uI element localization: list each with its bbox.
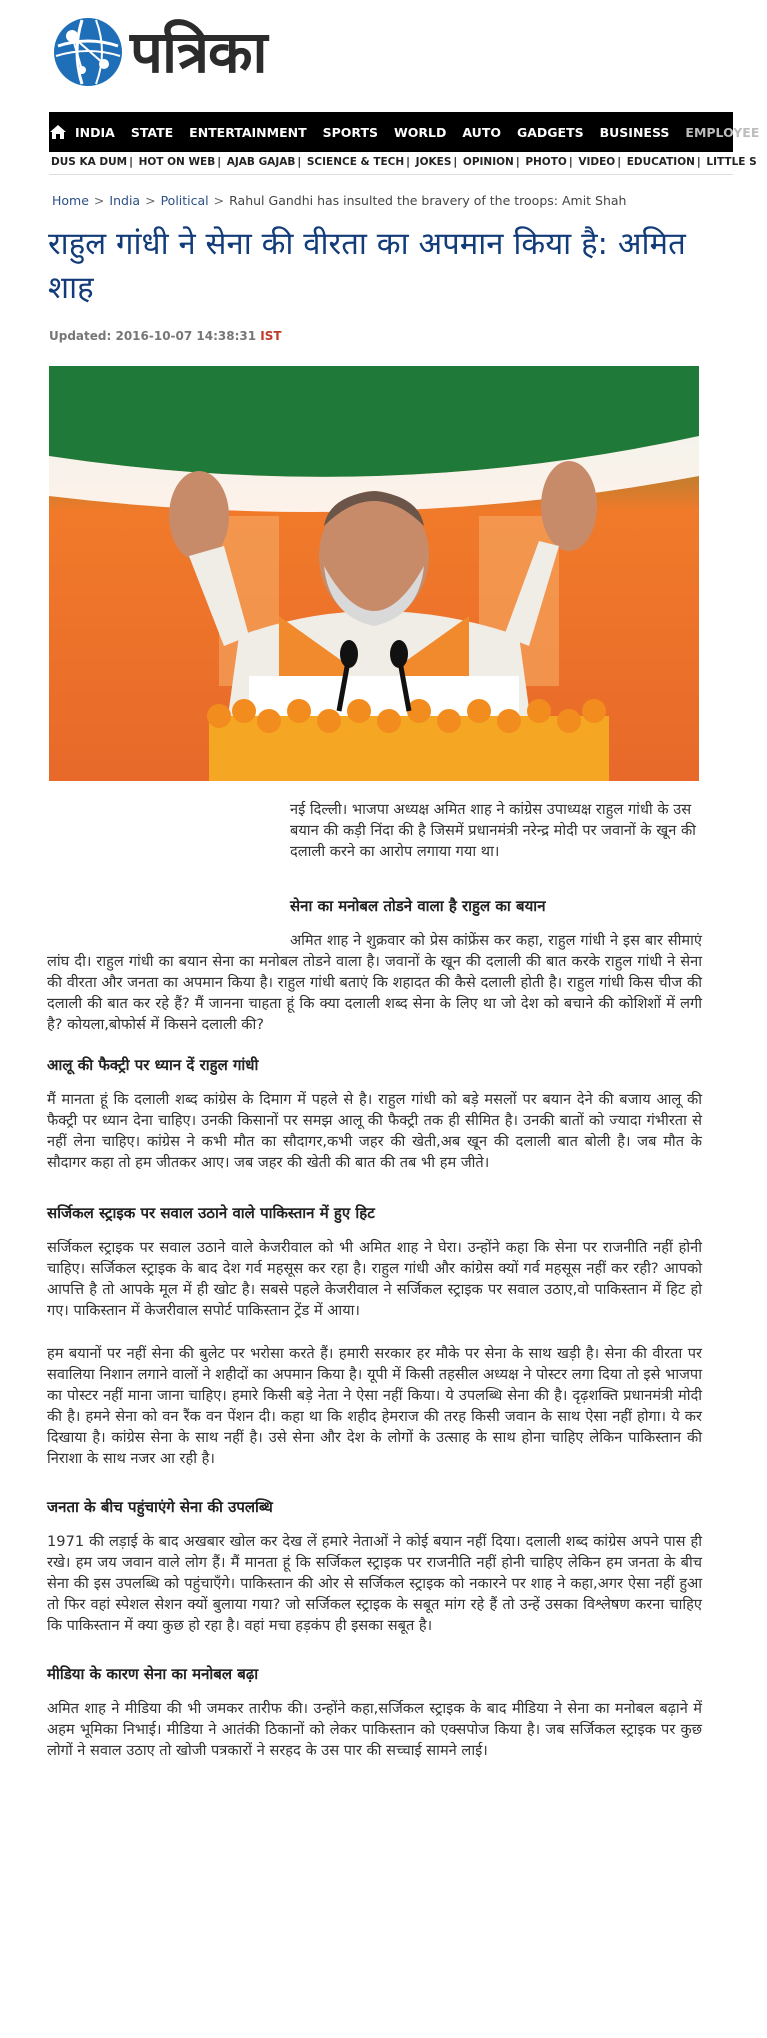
- sub-nav: DUS KA DUM | HOT ON WEB | AJAB GAJAB | SCIENCE & TECH | JOKES | OPINION | PHOTO | VIDEO | EDUCATION | LITTLE S: [49, 156, 733, 175]
- subnav-jokes[interactable]: JOKES: [415, 156, 452, 168]
- article-paragraph-6: अमित शाह ने मीडिया की भी जमकर तारीफ की। उन्होंने कहा,सर्जिकल स्ट्राइक के बाद मीडिया ने सेना का मनोबल बढ़ाने में अहम भूमिका निभाई। मीडिया ने आतंकी ठिकानों को लेकर पाकिस्तान को एक्सपोज किया है। जब सर्जिकल स्ट्राइक पर कुछ लोगों ने सवाल उठाए तो खोजी पत्रकारों ने सरहद के उस पार की सच्चाई सामने लाई।: [47, 1700, 702, 1759]
- subnav-science-tech[interactable]: SCIENCE & TECH: [306, 156, 405, 168]
- article-paragraph-1: अमित शाह ने शुक्रवार को प्रेस कांफ्रेंस कर कहा, राहुल गांधी ने इस बार सीमाएं लांघ दी। राहुल गांधी का बयान सेना का मनोबल तोडने वाला है। जवानों के खून की दलाली की बात करके राहुल गांधी ने सेना की वीरता और जनता का अपमान किया है। राहुल गांधी बताएं कि शहादत की कैसे दलाली होती है। राहुल गांधी किस चीज की दलाली की बात कर रहे हैं? मैं जानना चाहता हूं कि क्या दलाली शब्द सेना के लिए था जो देश को बचाने की कोशिशों में लगी है? कोयला,बोफोर्स में किसने दलाली की?: [47, 932, 702, 1033]
- nav-sports[interactable]: SPORTS: [322, 124, 378, 140]
- subnav-video[interactable]: VIDEO: [578, 156, 616, 168]
- nav-state[interactable]: STATE: [130, 124, 174, 140]
- article-paragraph-2: मैं मानता हूं कि दलाली शब्द कांग्रेस के दिमाग में पहले से है। राहुल गांधी को बड़े मसलों पर बयान देने की बजाय आलू की फैक्ट्री पर ध्यान देना चाहिए। उनकी किसानों पर समझ आलू की फैक्ट्री तक ही सीमित है। उनकी बातों को ज्यादा गंभीरता से नहीं लेना चाहिए। कांग्रेस ने कभी मौत का सौदागर,कभी जहर की खेती,अब खून की दलाली बात बोली है। जब मौत के सौदागर कहा तो हम जीतकर आए। जब जहर की खेती की बात की तब भी हम जीते।: [47, 1091, 702, 1171]
- logo-wordmark: पत्रिका: [130, 18, 267, 86]
- nav-employee[interactable]: EMPLOYEE: [685, 124, 760, 140]
- updated-label: Updated: 2016-10-07 14:38:31: [49, 329, 257, 343]
- nav-business[interactable]: BUSINESS: [599, 124, 670, 140]
- subnav-little-s[interactable]: LITTLE S: [706, 156, 757, 168]
- subnav-opinion[interactable]: OPINION: [462, 156, 514, 168]
- globe-logo-icon: [52, 16, 124, 88]
- article-paragraph-4: हम बयानों पर नहीं सेना की बुलेट पर भरोसा करते हैं। हमारी सरकार हर मौके पर सेना के साथ खड़ी है। सेना की वीरता पर सवालिया निशान लगाने वालों ने शहीदों का अपमान किया है। यूपी में किसी तहसील अध्यक्ष ने पोस्टर लगा दिया तो इसे भाजपा का पोस्टर नहीं माना जाना चाहिए। हमारे किसी बड़े नेता ने ऐसा नहीं किया। ये उपलब्धि सेना की है। दृढ़शक्ति प्रधानमंत्री मोदी की है। हमने सेना को वन रैंक वन पेंशन दी। कहा था कि शहीद हेमराज की तरह किसी जवान के साथ ऐसा नहीं होगा। ये कर दिखाया है। कांग्रेस सेना के साथ नहीं है। उसे सेना और देश के लोगों के उत्साह के साथ होना चाहिए लेकिन पाकिस्तान की निराशा के साथ नजर आ रही है।: [47, 1345, 702, 1467]
- subnav-photo[interactable]: PHOTO: [525, 156, 567, 168]
- speaker-photo-illustration: [49, 366, 699, 781]
- timezone-label: IST: [260, 329, 282, 343]
- subnav-dus-ka-dum[interactable]: DUS KA DUM: [51, 156, 128, 168]
- breadcrumb-political[interactable]: Political: [160, 193, 209, 208]
- article-body: [47, 799, 702, 1761]
- nav-entertainment[interactable]: ENTERTAINMENT: [189, 124, 307, 140]
- hero-image: [49, 366, 699, 781]
- article-title: राहुल गांधी ने सेना की वीरता का अपमान किया है: अमित शाह: [48, 226, 686, 306]
- nav-india[interactable]: INDIA: [75, 124, 115, 140]
- subnav-education[interactable]: EDUCATION: [626, 156, 695, 168]
- site-logo[interactable]: [52, 12, 267, 92]
- subnav-ajab-gajab[interactable]: AJAB GAJAB: [226, 156, 296, 168]
- nav-gadgets[interactable]: GADGETS: [516, 124, 584, 140]
- breadcrumb-separator: >: [145, 193, 156, 208]
- article-paragraph-5: 1971 की लड़ाई के बाद अखबार खोल कर देख लें हमारे नेताओं ने कोई बयान नहीं दिया। दलाली शब्द कांग्रेस अपने पास ही रखे। हम जय जवान वाले लोग हैं। मैं मानता हूं कि सर्जिकल स्ट्राइक पर राजनीति नहीं होनी चाहिए लेकिन हम जनता के बीच सेना की इस उपलब्धि को पहुंचाएँगे। पाकिस्तान की ओर से सर्जिकल स्ट्राइक को नकारने पर शाह ने कहा,अगर ऐसा नहीं हुआ तो फिर वहां स्पेशल सेशन क्यों बुलाया गया? जो सर्जिकल स्ट्राइक के सबूत मांग रहे हैं तो उन्हें उसका विश्लेषण करना चाहिए कि पाकिस्तान में क्या कुछ हो रहा है। वहां मचा हड़कंप ही इसका सबूत है।: [47, 1533, 702, 1634]
- home-nav-button[interactable]: [49, 112, 67, 152]
- section-heading-5: मीडिया के कारण सेना का मनोबल बढ़ा: [47, 1665, 259, 1683]
- article-paragraph-3: सर्जिकल स्ट्राइक पर सवाल उठाने वाले केजरीवाल को भी अमित शाह ने घेरा। उन्होंने कहा कि सेना पर राजनीति नहीं होनी चाहिए। सर्जिकल स्ट्राइक के बाद देश गर्व महसूस कर रहा है। राहुल गांधी और कांग्रेस क्यों गर्व महसूस नहीं कर रही? आपको आपत्ति है तो आपके मूल में ही खोट है। सबसे पहले केजरीवाल ने सर्जिकल स्ट्राइक पर सवाल उठाए,वो पाकिस्तान में हिट हो गए। पाकिस्तान में केजरीवाल सपोर्ट पाकिस्तान ट्रेंड में आया।: [47, 1239, 702, 1319]
- subnav-hot-on-web[interactable]: HOT ON WEB: [138, 156, 216, 168]
- nav-world[interactable]: WORLD: [394, 124, 447, 140]
- breadcrumb: [52, 193, 626, 208]
- section-heading-2: आलू की फैक्ट्री पर ध्यान दें राहुल गांधी: [47, 1056, 259, 1074]
- main-nav: [49, 112, 760, 152]
- breadcrumb-india[interactable]: India: [109, 193, 141, 208]
- breadcrumb-current: Rahul Gandhi has insulted the bravery of the troops: Amit Shah: [229, 193, 627, 208]
- section-heading-3: सर्जिकल स्ट्राइक पर सवाल उठाने वाले पाकिस्तान में हुए हिट: [47, 1204, 375, 1222]
- breadcrumb-home[interactable]: Home: [52, 193, 89, 208]
- nav-auto[interactable]: AUTO: [462, 124, 501, 140]
- home-icon: [49, 124, 67, 140]
- section-heading-1: सेना का मनोबल तोडने वाला है राहुल का बयान: [290, 897, 546, 915]
- section-heading-4: जनता के बीच पहुंचाएंगे सेना की उपलब्धि: [47, 1498, 273, 1516]
- breadcrumb-separator: >: [213, 193, 225, 208]
- breadcrumb-separator: >: [93, 193, 105, 208]
- updated-timestamp: [49, 329, 282, 343]
- article-lead-paragraph: नई दिल्ली। भाजपा अध्यक्ष अमित शाह ने कांग्रेस उपाध्यक्ष राहुल गांधी के उस बयान की कड़ी निंदा की है जिसमें प्रधानमंत्री नरेन्द्र मोदी पर जवानों के खून की दलाली करने का आरोप लगाया गया था।: [290, 801, 696, 860]
